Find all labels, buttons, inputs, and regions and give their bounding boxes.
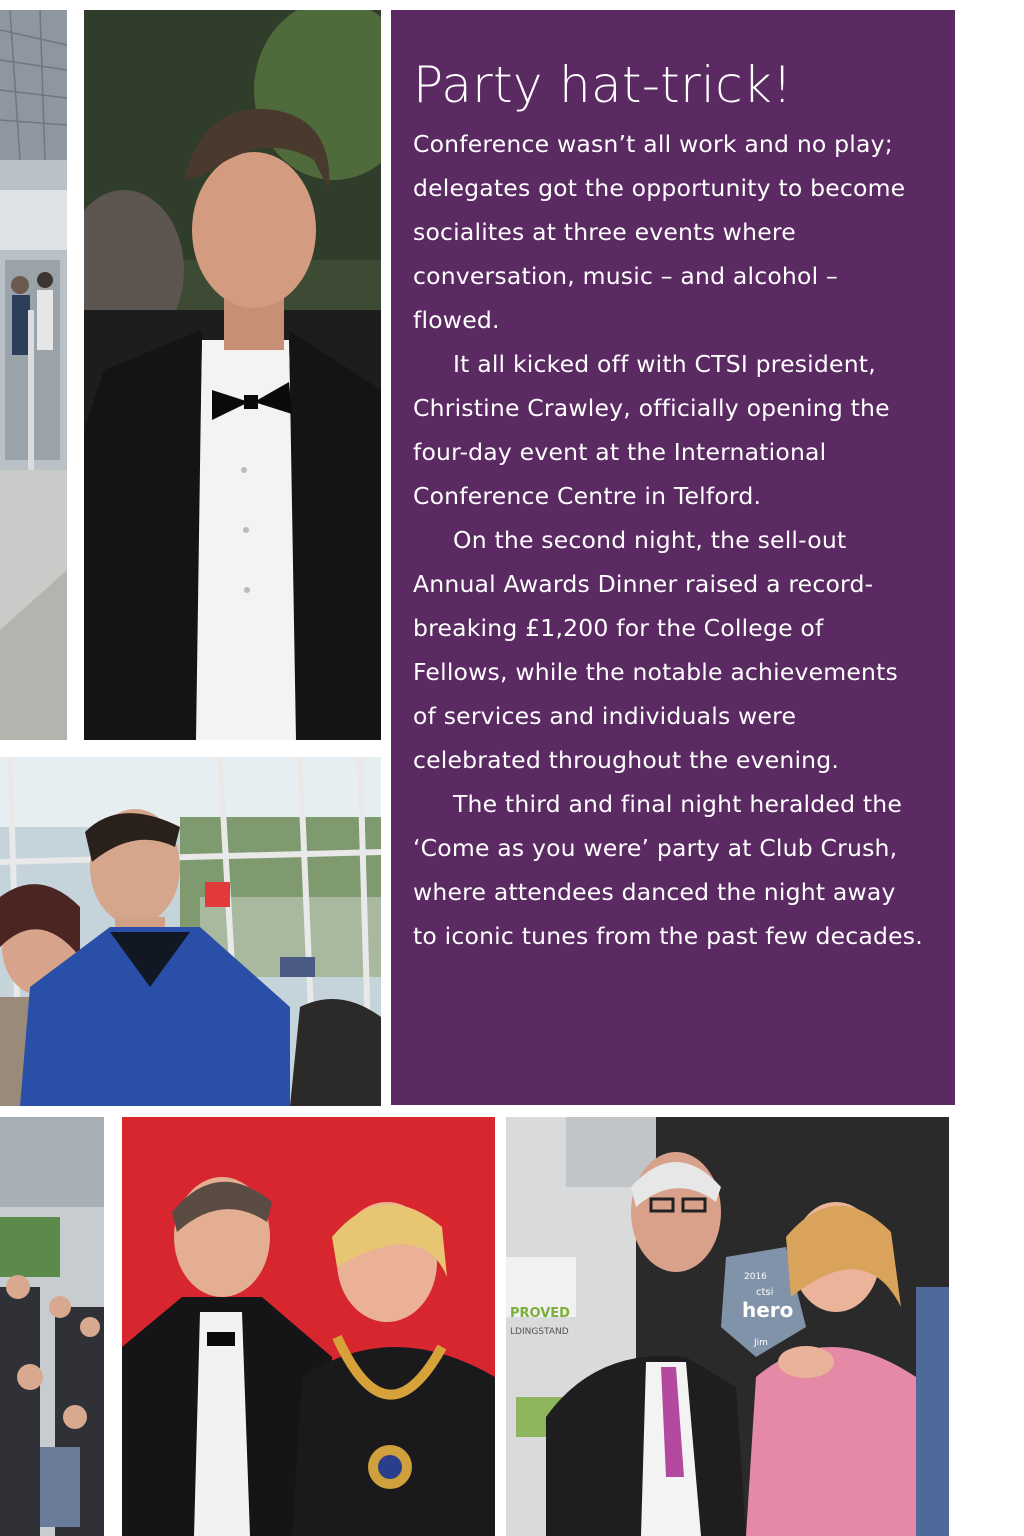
article-paragraph-1: Conference wasn’t all work and no play; delegates got the opportunity to become socialites at three events where conversation, music – and alcohol – flowed. bbox=[413, 130, 906, 334]
article-panel bbox=[391, 10, 955, 1105]
photo-crowd bbox=[0, 1117, 104, 1536]
article-paragraph-2: It all kicked off with CTSI president, Christine Crawley, officially opening the four-day event at the International Conference Centre in Telford. bbox=[413, 350, 890, 510]
article-paragraph-3: On the second night, the sell-out Annual Awards Dinner raised a record-breaking £1,200 for the College of Fellows, while the notable achievements of services and individuals were celebrated throughout the evening. bbox=[413, 526, 898, 774]
photo-man-bow-tie bbox=[84, 10, 381, 740]
banner-text-standards: LDINGSTAND bbox=[510, 1327, 569, 1337]
award-hero-text: hero bbox=[742, 1298, 794, 1322]
award-name-text: Jim bbox=[754, 1338, 768, 1348]
photo-award-presentation bbox=[506, 1117, 949, 1536]
photo-man-blue-jacket bbox=[0, 757, 381, 1106]
award-year-text: 2016 bbox=[744, 1272, 767, 1282]
award-org-text: ctsi bbox=[756, 1287, 774, 1298]
article-title: Party hat-trick! bbox=[413, 56, 793, 114]
photo-couple-red-backdrop bbox=[122, 1117, 495, 1536]
photo-exhibition-hall bbox=[0, 10, 67, 740]
article-paragraph-4: The third and final night heralded the ‘Come as you were’ party at Club Crush, where attendees danced the night away to iconic tunes from the past few decades. bbox=[413, 790, 923, 950]
banner-text-proved: PROVED bbox=[510, 1306, 570, 1321]
